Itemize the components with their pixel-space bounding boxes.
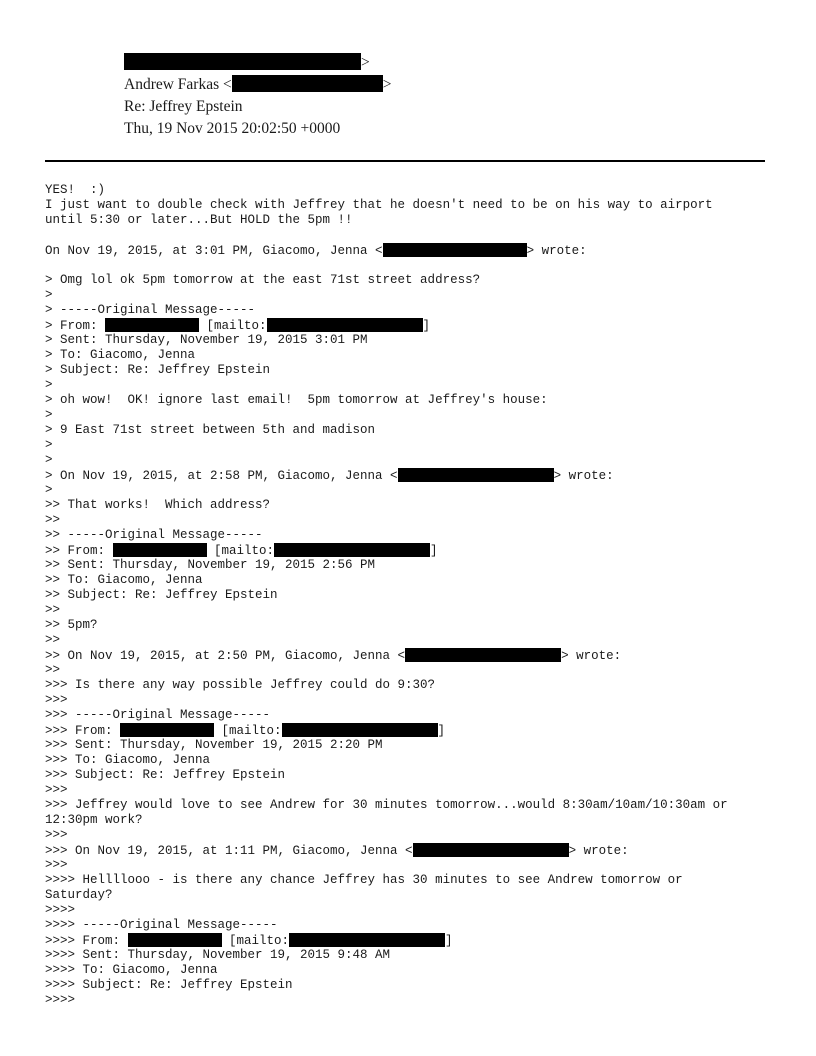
body-line: YES! :)	[45, 183, 106, 197]
redaction-bar	[232, 75, 383, 92]
mailto-close: ]	[422, 319, 431, 333]
redaction-bar	[398, 468, 554, 482]
mailto-close: ]	[430, 544, 438, 558]
body-line: >> 5pm?	[45, 618, 98, 632]
attribution-text: > On Nov 19, 2015, at 2:58 PM, Giacomo, Jenna <	[45, 469, 398, 483]
mailto-text: [mailto:	[221, 934, 290, 948]
body-line: > oh wow! OK! ignore last email! 5pm tomorrow at Jeffrey's house:	[45, 393, 548, 407]
body-line: >>	[45, 513, 61, 527]
body-line: >>> To: Giacomo, Jenna	[45, 753, 211, 767]
body-line: >>>	[45, 783, 68, 797]
body-line: >> To: Giacomo, Jenna	[45, 573, 203, 587]
mailto-text: [mailto:	[199, 319, 267, 333]
body-line: >>> Sent: Thursday, November 19, 2015 2:20 PM	[45, 738, 383, 752]
body-line: > Omg lol ok 5pm tomorrow at the east 71st street address?	[45, 273, 481, 287]
blank-line	[45, 258, 785, 273]
body-line: Saturday?	[45, 888, 113, 902]
date-value: Thu, 19 Nov 2015 20:02:50 +0000	[124, 120, 341, 137]
body-line: > Sent: Thursday, November 19, 2015 3:01 PM	[45, 333, 368, 347]
redaction-bar	[113, 543, 207, 557]
body-line: >>>	[45, 693, 68, 707]
mailto-text: [mailto:	[206, 544, 275, 558]
to-suffix: >	[382, 76, 392, 93]
from-suffix: >	[361, 54, 370, 71]
redaction-bar	[413, 843, 569, 857]
body-line: >	[45, 288, 53, 302]
subject-value: Re: Jeffrey Epstein	[124, 98, 243, 115]
quote-attribution	[45, 648, 785, 663]
attribution-text: >>> On Nov 19, 2015, at 1:11 PM, Giacomo, Jenna <	[45, 844, 413, 858]
body-line: >>	[45, 633, 61, 647]
body-line: >	[45, 453, 53, 467]
body-line: >>	[45, 603, 61, 617]
attribution-suffix: > wrote:	[568, 844, 629, 858]
mailto-text: [mailto:	[214, 724, 282, 738]
body-line: >>>	[45, 858, 68, 872]
from-text: >>>> From:	[45, 934, 128, 948]
body-line: >>>	[45, 828, 68, 842]
body-line: >>>> To: Giacomo, Jenna	[45, 963, 218, 977]
redaction-bar	[128, 933, 222, 947]
attribution-suffix: > wrote:	[561, 649, 622, 663]
body-line: >>>> -----Original Message-----	[45, 918, 278, 932]
from-text: > From:	[45, 319, 106, 333]
body-line: >>> -----Original Message-----	[45, 708, 271, 722]
quote-attribution	[45, 468, 785, 483]
body-line: >>>>	[45, 903, 76, 917]
attribution-text: >> On Nov 19, 2015, at 2:50 PM, Giacomo, Jenna <	[45, 649, 406, 663]
quoted-from-line	[45, 933, 785, 948]
body-line: >>> Is there any way possible Jeffrey could do 9:30?	[45, 678, 436, 692]
body-line: >> Subject: Re: Jeffrey Epstein	[45, 588, 278, 602]
quoted-from-line	[45, 723, 785, 738]
body-line: >> -----Original Message-----	[45, 528, 263, 542]
body-line: >	[45, 438, 53, 452]
mailto-close: ]	[445, 934, 453, 948]
redaction-bar	[105, 318, 199, 332]
body-line: >>>>	[45, 993, 76, 1007]
email-body	[45, 183, 785, 1008]
to-value	[124, 75, 392, 95]
body-line: >>>> Sent: Thursday, November 19, 2015 9:48 AM	[45, 948, 391, 962]
body-line: I just want to double check with Jeffrey that he doesn't need to be on his way to airport	[45, 198, 713, 212]
body-line: >> That works! Which address?	[45, 498, 271, 512]
from-text: >>> From:	[45, 724, 121, 738]
from-text: >> From:	[45, 544, 113, 558]
redaction-bar	[124, 53, 361, 70]
body-line: >>> Subject: Re: Jeffrey Epstein	[45, 768, 286, 782]
mailto-close: ]	[437, 724, 446, 738]
redaction-bar	[383, 243, 527, 257]
body-line: until 5:30 or later...But HOLD the 5pm !!	[45, 213, 353, 227]
body-line: >	[45, 378, 53, 392]
attribution-suffix: > wrote:	[553, 469, 614, 483]
body-line: > To: Giacomo, Jenna	[45, 348, 196, 362]
redaction-bar	[120, 723, 214, 737]
body-line: >>	[45, 663, 61, 677]
blank-line	[45, 228, 785, 243]
to-name: Andrew Farkas <	[124, 76, 232, 93]
redaction-bar	[274, 543, 430, 557]
body-line: > 9 East 71st street between 5th and madison	[45, 423, 376, 437]
quote-attribution	[45, 843, 785, 858]
attribution-suffix: > wrote:	[526, 244, 587, 258]
quote-attribution	[45, 243, 785, 258]
header-divider	[45, 160, 765, 162]
attribution-text: On Nov 19, 2015, at 3:01 PM, Giacomo, Jenna <	[45, 244, 383, 258]
body-line: >	[45, 483, 53, 497]
body-line: > Subject: Re: Jeffrey Epstein	[45, 363, 271, 377]
body-line: >>>> Hellllooo - is there any chance Jeffrey has 30 minutes to see Andrew tomorrow or	[45, 873, 683, 887]
body-line: > -----Original Message-----	[45, 303, 256, 317]
from-value	[124, 53, 370, 73]
email-header	[0, 0, 816, 150]
body-line: >> Sent: Thursday, November 19, 2015 2:56 PM	[45, 558, 376, 572]
body-line: >>>> Subject: Re: Jeffrey Epstein	[45, 978, 293, 992]
body-line: >	[45, 408, 53, 422]
body-line: >>> Jeffrey would love to see Andrew for 30 minutes tomorrow...would 8:30am/10am/10:30am or	[45, 798, 728, 812]
redaction-bar	[405, 648, 561, 662]
redaction-bar	[267, 318, 423, 332]
body-line: 12:30pm work?	[45, 813, 143, 827]
quoted-from-line	[45, 318, 785, 333]
redaction-bar	[282, 723, 438, 737]
redaction-bar	[289, 933, 445, 947]
quoted-from-line	[45, 543, 785, 558]
